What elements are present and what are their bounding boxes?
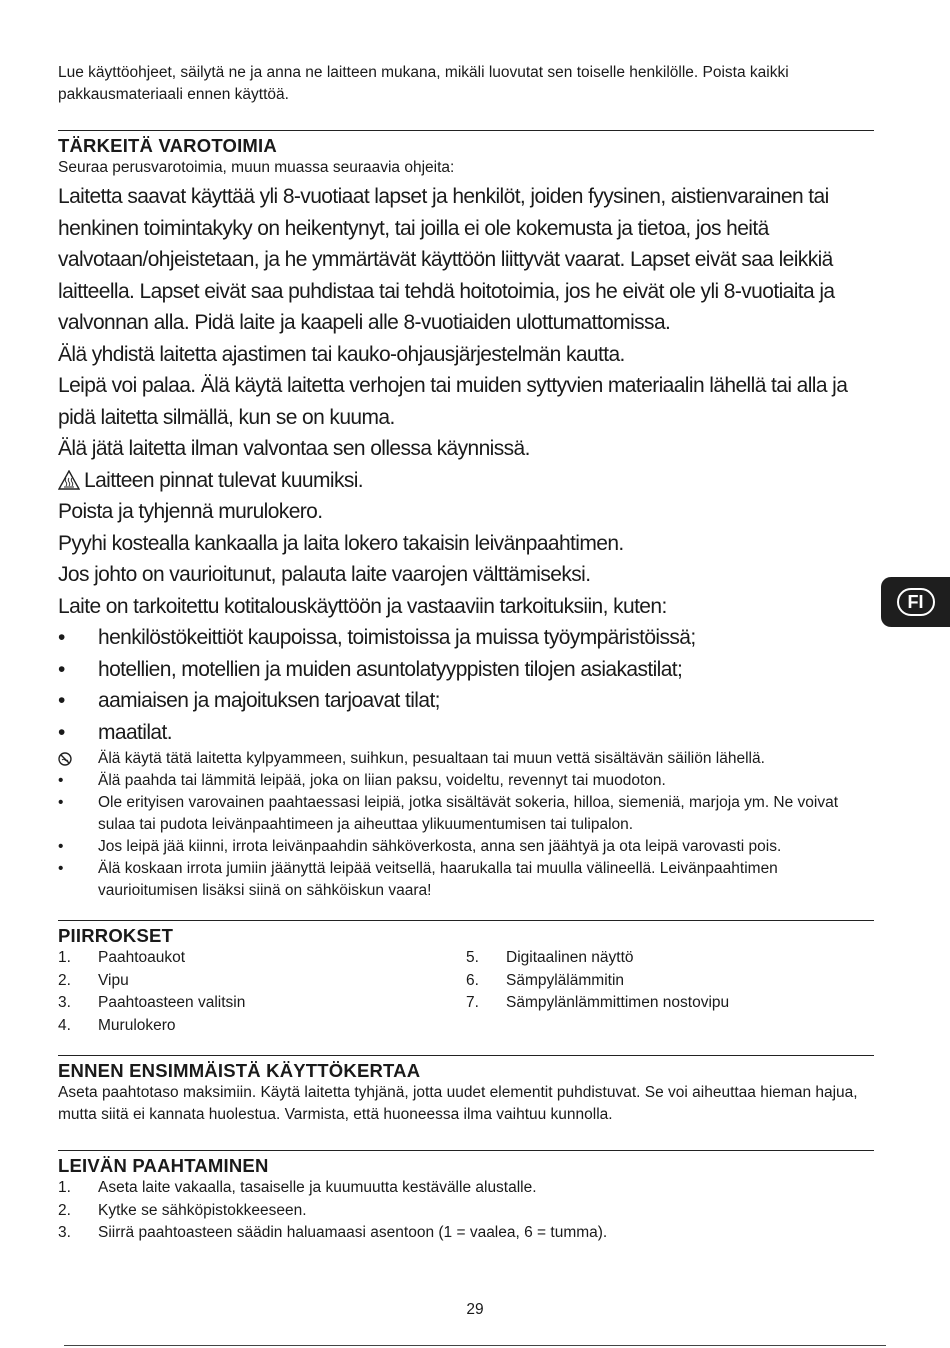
- bullet-icon: •: [58, 626, 65, 649]
- parts-column-left: [58, 947, 466, 1037]
- list-item: • Älä paahda tai lämmitä leipää, joka on liian paksu, voideltu, revennyt tai muodoton.: [58, 770, 874, 792]
- first-use-text: Aseta paahtotaso maksimiin. Käytä laitetta tyhjänä, jotta uudet elementit puhdistuvat. Se voi aiheuttaa hieman hajua, mutta siitä ei kannata huolestua. Varmista, että huoneessa ilma vaihtuu kunnolla.: [58, 1084, 858, 1123]
- parts-heading: PIIRROKSET: [58, 925, 174, 946]
- bullet-icon: •: [58, 860, 64, 877]
- list-item: 2. Kytke se sähköpistokkeeseen.: [58, 1201, 307, 1219]
- list-item: 4. Murulokero: [58, 1016, 176, 1034]
- list-item: 3. Siirrä paahtoasteen säädin haluamaasi asentoon (1 = vaalea, 6 = tumma).: [58, 1224, 608, 1241]
- hot-surface-warning: [58, 465, 874, 497]
- language-tab: [881, 577, 950, 627]
- hot-surface-warning-icon: [58, 470, 80, 490]
- list-item: • aamiaisen ja majoituksen tarjoavat tilat;: [58, 685, 874, 717]
- parts-column-right: [466, 947, 874, 1037]
- list-item: 3. Paahtoasteen valitsin: [58, 994, 246, 1011]
- page-number: 29: [466, 1301, 484, 1318]
- language-badge: FI: [897, 588, 935, 616]
- parts-section: [58, 920, 874, 1037]
- safety-paragraph: Laite on tarkoitettu kotitalouskäyttöön ja vastaaviin tarkoituksiin, kuten:: [58, 594, 667, 618]
- list-item: Älä käytä tätä laitetta kylpyammeen, suihkun, pesualtaan tai muun vettä sisältävän säiliön lähellä.: [58, 748, 874, 770]
- bullet-icon: •: [58, 772, 64, 789]
- parts-list: [58, 947, 874, 1037]
- first-use-section: [58, 1055, 874, 1126]
- warnings-list: [58, 748, 874, 902]
- safety-paragraph: Poista ja tyhjennä murulokero.: [58, 500, 323, 523]
- bullet-icon: •: [58, 657, 65, 681]
- list-item: • Ole erityisen varovainen paahtaessasi leipiä, jotka sisältävät sokeria, hilloa, siemeniä, marjoja ym. Ne voivat sulaa tai pudota leivänpaahtimeen ja aiheuttaa ylikuumentumisen tai tulipalon.: [58, 794, 839, 833]
- list-item: 2. Vipu: [58, 971, 129, 989]
- toasting-steps: [58, 1177, 874, 1245]
- toasting-section: [58, 1150, 874, 1245]
- list-item: • maatilat.: [58, 717, 874, 749]
- usage-list: [58, 622, 874, 748]
- list-item: 5. Digitaalinen näyttö: [466, 949, 634, 966]
- list-item: 6. Sämpylälämmitin: [466, 971, 625, 989]
- page-content: [58, 62, 874, 1245]
- toasting-heading: LEIVÄN PAAHTAMINEN: [58, 1155, 269, 1176]
- bullet-icon: •: [58, 720, 65, 744]
- hot-surface-text: Laitteen pinnat tulevat kuumiksi.: [84, 468, 364, 492]
- list-item: • hotellien, motellien ja muiden asuntolatyyppisten tilojen asiakastilat;: [58, 654, 874, 686]
- safety-paragraph: Älä jätä laitetta ilman valvontaa sen ollessa käynnissä.: [58, 437, 530, 460]
- list-item: 1. Aseta laite vakaalla, tasaiselle ja kuumuutta kestävälle alustalle.: [58, 1179, 537, 1196]
- safety-heading: TÄRKEITÄ VAROTOIMIA: [58, 135, 277, 156]
- list-item: • Jos leipä jää kiinni, irrota leivänpaahdin sähköverkosta, anna sen jäähtyä ja ota leipä varovasti pois.: [58, 836, 874, 858]
- bullet-icon: •: [58, 689, 65, 712]
- first-use-heading: ENNEN ENSIMMÄISTÄ KÄYTTÖKERTAA: [58, 1060, 421, 1081]
- safety-instructions: [58, 181, 874, 748]
- list-item: • Älä koskaan irrota jumiin jäänyttä leipää veitsellä, haarukalla tai muulla välineellä. Leivänpaahtimen vaurioitumisen lisäksi siinä on sähköiskun vaara!: [58, 860, 778, 899]
- safety-section: [58, 130, 874, 902]
- safety-subtitle: Seuraa perusvarotoimia, muun muassa seuraavia ohjeita:: [58, 159, 455, 176]
- list-item: • henkilöstökeittiöt kaupoissa, toimistoissa ja muissa työympäristöissä;: [58, 622, 874, 654]
- safety-paragraph: Jos johto on vaurioitunut, palauta laite vaarojen välttämiseksi.: [58, 563, 591, 586]
- safety-paragraph: Laitetta saavat käyttää yli 8-vuotiaat lapset ja henkilöt, joiden fyysinen, aistienvarainen tai henkinen toimintakyky on heikentynyt, tai joilla ei ole kokemusta ja tietoa, jos heitä valvotaan/ohjeistetaan, ja he ymmärtävät käyttöön liittyvät vaarat. Lapset eivät saa leikkiä laitteella. Lapset eivät saa puhdistaa tai tehdä hoitotoimia, jos he eivät ole yli 8-vuotiaita ja valvonnan alla. Pidä laite ja kaapeli alle 8-vuotiaiden ulottumattomissa.: [58, 185, 835, 334]
- bottom-divider: [64, 1345, 886, 1346]
- bullet-icon: •: [58, 838, 64, 855]
- intro-text: Lue käyttöohjeet, säilytä ne ja anna ne laitteen mukana, mikäli luovutat sen toiselle henkilölle. Poista kaikki pakkausmateriaali ennen käyttöä.: [58, 64, 789, 103]
- list-item: 7. Sämpylänlämmittimen nostovipu: [466, 994, 730, 1011]
- safety-paragraph: Leipä voi palaa. Älä käytä laitetta verhojen tai muiden syttyvien materiaalin lähellä tai alla ja pidä laitetta silmällä, kun se on kuuma.: [58, 374, 848, 429]
- list-item: 1. Paahtoaukot: [58, 949, 186, 966]
- safety-paragraph: Älä yhdistä laitetta ajastimen tai kauko-ohjausjärjestelmän kautta.: [58, 342, 625, 366]
- bullet-icon: •: [58, 794, 64, 811]
- safety-paragraph: Pyyhi kostealla kankaalla ja laita lokero takaisin leivänpaahtimen.: [58, 531, 624, 555]
